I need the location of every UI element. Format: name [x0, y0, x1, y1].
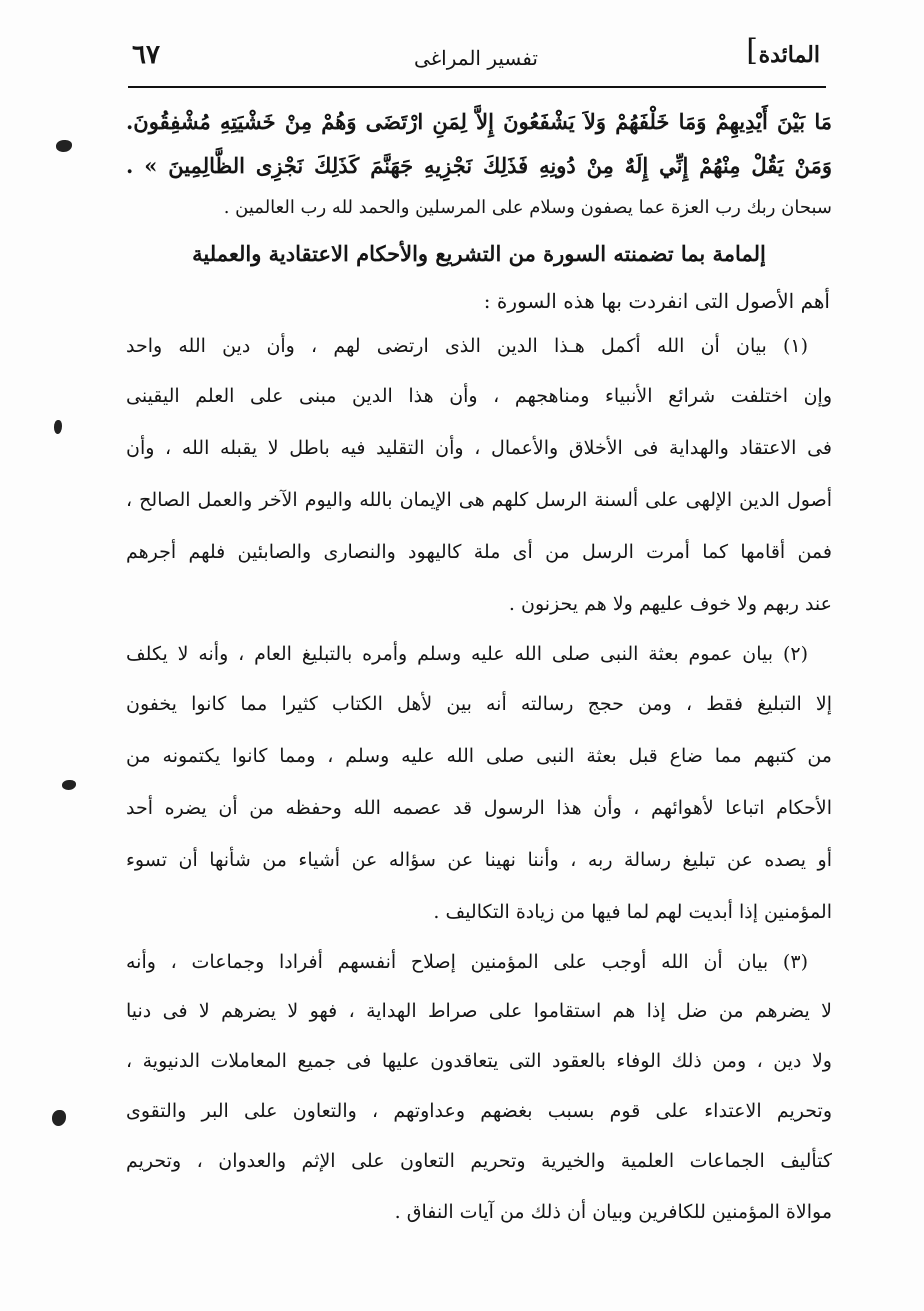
- paragraph-line: الأحكام اتباعا لأهوائهم ، وأن هذا الرسول قد عصمه الله وحفظه من أن يضره أحد: [126, 797, 832, 819]
- page-number: ٦٧: [132, 40, 160, 70]
- paragraph-line: من كتبهم مما ضاع قبل بعثة النبى صلى الله عليه وسلم ، ومما كانوا يكتمونه من: [126, 745, 832, 767]
- paragraph-line: أو يصده عن تبليغ رسالة ربه ، وأننا نهينا عن سؤاله عن أشياء من شأنها أن تسوء: [126, 849, 832, 871]
- ink-blot-mark: [52, 1110, 66, 1126]
- closing-line: سبحان ربك رب العزة عما يصفون وسلام على المرسلين والحمد لله رب العالمين .: [223, 197, 832, 218]
- quran-verse-line: مَا بَيْنَ أَيْدِيهِمْ وَمَا خَلْفَهُمْ وَلاَ يَشْفَعُونَ إِلاَّ لِمَنِ ارْتَضَى وَهُمْ مِنْ خَشْيَتِهِ مُشْفِقُونَ.: [126, 109, 832, 134]
- section-subheading: أهم الأصول التى انفردت بها هذه السورة :: [483, 289, 830, 313]
- page-header: [132, 33, 820, 82]
- paragraph-line: موالاة المؤمنين للكافرين وبيان أن ذلك من آيات النفاق .: [394, 1201, 832, 1223]
- paragraph-line: (١) بيان أن الله أكمل هـذا الدين الذى ارتضى لهم ، وأن دين الله واحد: [126, 335, 808, 357]
- header-bracket: ]: [746, 33, 758, 68]
- paragraph-line: ولا دين ، ومن ذلك الوفاء بالعقود التى يتعاقدون عليها فى جميع المعاملات الدنيوية ،: [126, 1050, 832, 1072]
- paragraph-line: فمن أقامها كما أمرت الرسل من أى ملة كاليهود والنصارى والصابئين فلهم أجرهم: [126, 541, 832, 563]
- ink-blot-mark: [56, 140, 72, 152]
- quran-verse-line: وَمَنْ يَقُلْ مِنْهُمْ إِنِّي إِلَهٌ مِنْ دُونِهِ فَذَلِكَ نَجْزِيهِ جَهَنَّمَ كَذَلِكَ نَجْزِى الظَّالِمِينَ » .: [126, 153, 832, 178]
- page-body: [126, 100, 832, 1238]
- paragraph-line: (٣) بيان أن الله أوجب على المؤمنين إصلاح أنفسهم أفرادا وجماعات ، وأنه: [126, 951, 808, 973]
- paragraph-line: كتأليف الجماعات العلمية والخيرية وتحريم التعاون على الإثم والعدوان ، وتحريم: [126, 1150, 832, 1172]
- surah-name: المائدة: [758, 42, 820, 68]
- paragraph-line: وتحريم الاعتداء على قوم بسبب بغضهم وعداوتهم ، والتعاون على البر والتقوى: [126, 1100, 832, 1122]
- paragraph-line: المؤمنين إذا أبديت لهم لما فيها من زيادة التكاليف .: [433, 901, 832, 923]
- paragraph-line: أصول الدين الإلهى على ألسنة الرسل كلهم هى الإيمان بالله واليوم الآخر والعمل الصالح ،: [126, 489, 832, 511]
- book-title: تفسير المراغى: [414, 46, 538, 70]
- paragraph-line: عند ربهم ولا خوف عليهم ولا هم يحزنون .: [508, 593, 832, 615]
- paragraph-line: لا يضرهم من ضل إذا هم استقاموا على صراط الهداية ، فهو لا يضرهم لا فى دنيا: [126, 1000, 832, 1022]
- paragraph-line: (٢) بيان عموم بعثة النبى صلى الله عليه وسلم وأمره بالتبليغ العام ، وأنه لا يكلف: [126, 643, 808, 665]
- paragraph-line: إلا التبليغ فقط ، ومن حجج رسالته أنه بين لأهل الكتاب كثيرا مما كانوا يخفون: [126, 693, 832, 715]
- ink-blot-mark: [62, 780, 76, 790]
- header-divider: [128, 86, 826, 88]
- paragraph-line: فى الاعتقاد والهداية فى الأخلاق والأعمال ، وأن التقليد فيه باطل لا يقبله الله ، وأن: [126, 437, 832, 459]
- section-heading: إلمامة بما تضمنته السورة من التشريع والأحكام الاعتقادية والعملية: [192, 241, 766, 266]
- ink-blot-mark: [54, 420, 62, 434]
- paragraph-line: وإن اختلفت شرائع الأنبياء ومناهجهم ، وأن هذا الدين مبنى على العلم اليقينى: [126, 385, 832, 407]
